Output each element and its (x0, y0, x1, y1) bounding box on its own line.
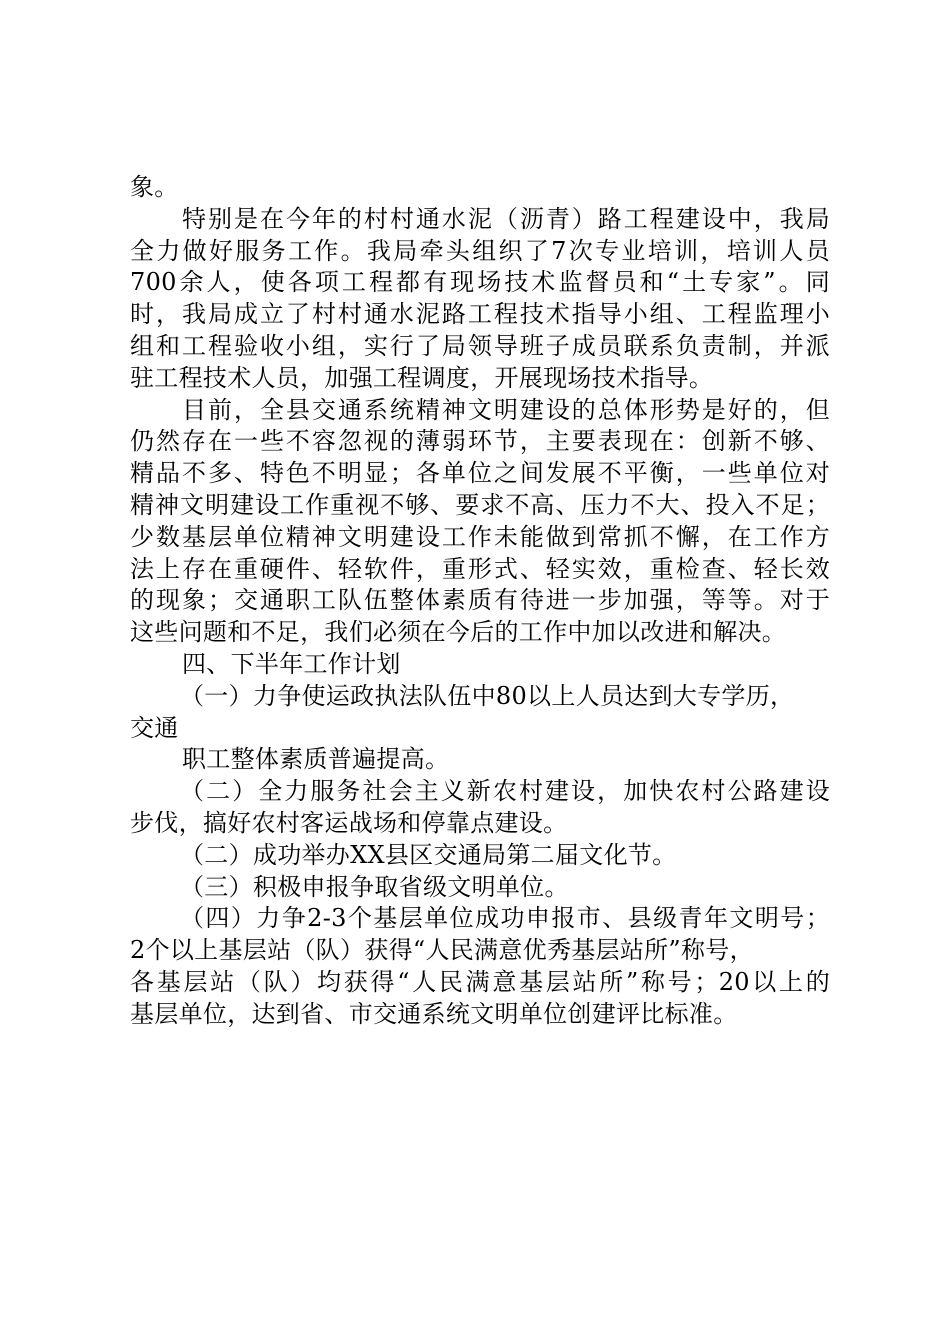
text-line: （三）积极申报争取省级文明单位。 (180, 872, 569, 901)
text-line: 少数基层单位精神文明建设工作未能做到常抓不懈，在工作方 (130, 522, 830, 551)
text-line: 组和工程验收小组，实行了局领导班子成员联系负责制，并派 (130, 331, 830, 360)
text-line: （四）力争2-3个基层单位成功申报市、县级青年文明号； (180, 904, 830, 933)
document-body (130, 172, 830, 1031)
text-line: 象。 (130, 173, 179, 201)
text-line: 步伐，搞好农村客运战场和停靠点建设。 (130, 808, 568, 837)
text-line: 全力做好服务工作。我局牵头组织了7次专业培训，培训人员 (130, 236, 830, 265)
text-line: 精品不多、特色不明显；各单位之间发展不平衡，一些单位对 (130, 459, 830, 488)
text-line: 精神文明建设工作重视不够、要求不高、压力不大、投入不足； (130, 490, 830, 519)
text-line: 这些问题和不足，我们必须在今后的工作中加以改进和解决。 (130, 618, 787, 647)
text-line: 职工整体素质普遍提高。 (182, 745, 450, 774)
text-line: 法上存在重硬件、轻软件，重形式、轻实效，重检查、轻长效 (130, 554, 830, 583)
text-line: （一）力争使运政执法队伍中80以上人员达到大专学历， (180, 681, 795, 710)
section-heading: 四、下半年工作计划 (182, 649, 401, 678)
text-line: 的现象；交通职工队伍整体素质有待进一步加强，等等。对于 (130, 586, 830, 615)
text-line: 交通 (130, 713, 179, 742)
text-line: 基层单位，达到省、市交通系统文明单位创建评比标准。 (130, 999, 738, 1028)
text-line: 目前，全县交通系统精神文明建设的总体形势是好的，但 (182, 395, 830, 424)
text-line: 特别是在今年的村村通水泥（沥青）路工程建设中，我局 (182, 204, 830, 233)
text-line: 仍然存在一些不容忽视的薄弱环节，主要表现在：创新不够、 (130, 427, 830, 456)
text-line: 驻工程技术人员，加强工程调度，开展现场技术指导。 (130, 363, 714, 392)
text-line: （二）成功举办XX县区交通局第二届文化节。 (180, 840, 677, 869)
text-line: （二）全力服务社会主义新农村建设，加快农村公路建设 (180, 777, 830, 806)
text-line: 各基层站（队）均获得“人民满意基层站所”称号；20以上的 (130, 967, 830, 996)
text-line: 2个以上基层站（队）获得“人民满意优秀基层站所”称号， (130, 936, 754, 965)
text-line: 时，我局成立了村村通水泥路工程技术指导小组、工程监理小 (130, 300, 830, 329)
text-line: 700余人，使各项工程都有现场技术监督员和“土专家”。同 (130, 268, 830, 297)
